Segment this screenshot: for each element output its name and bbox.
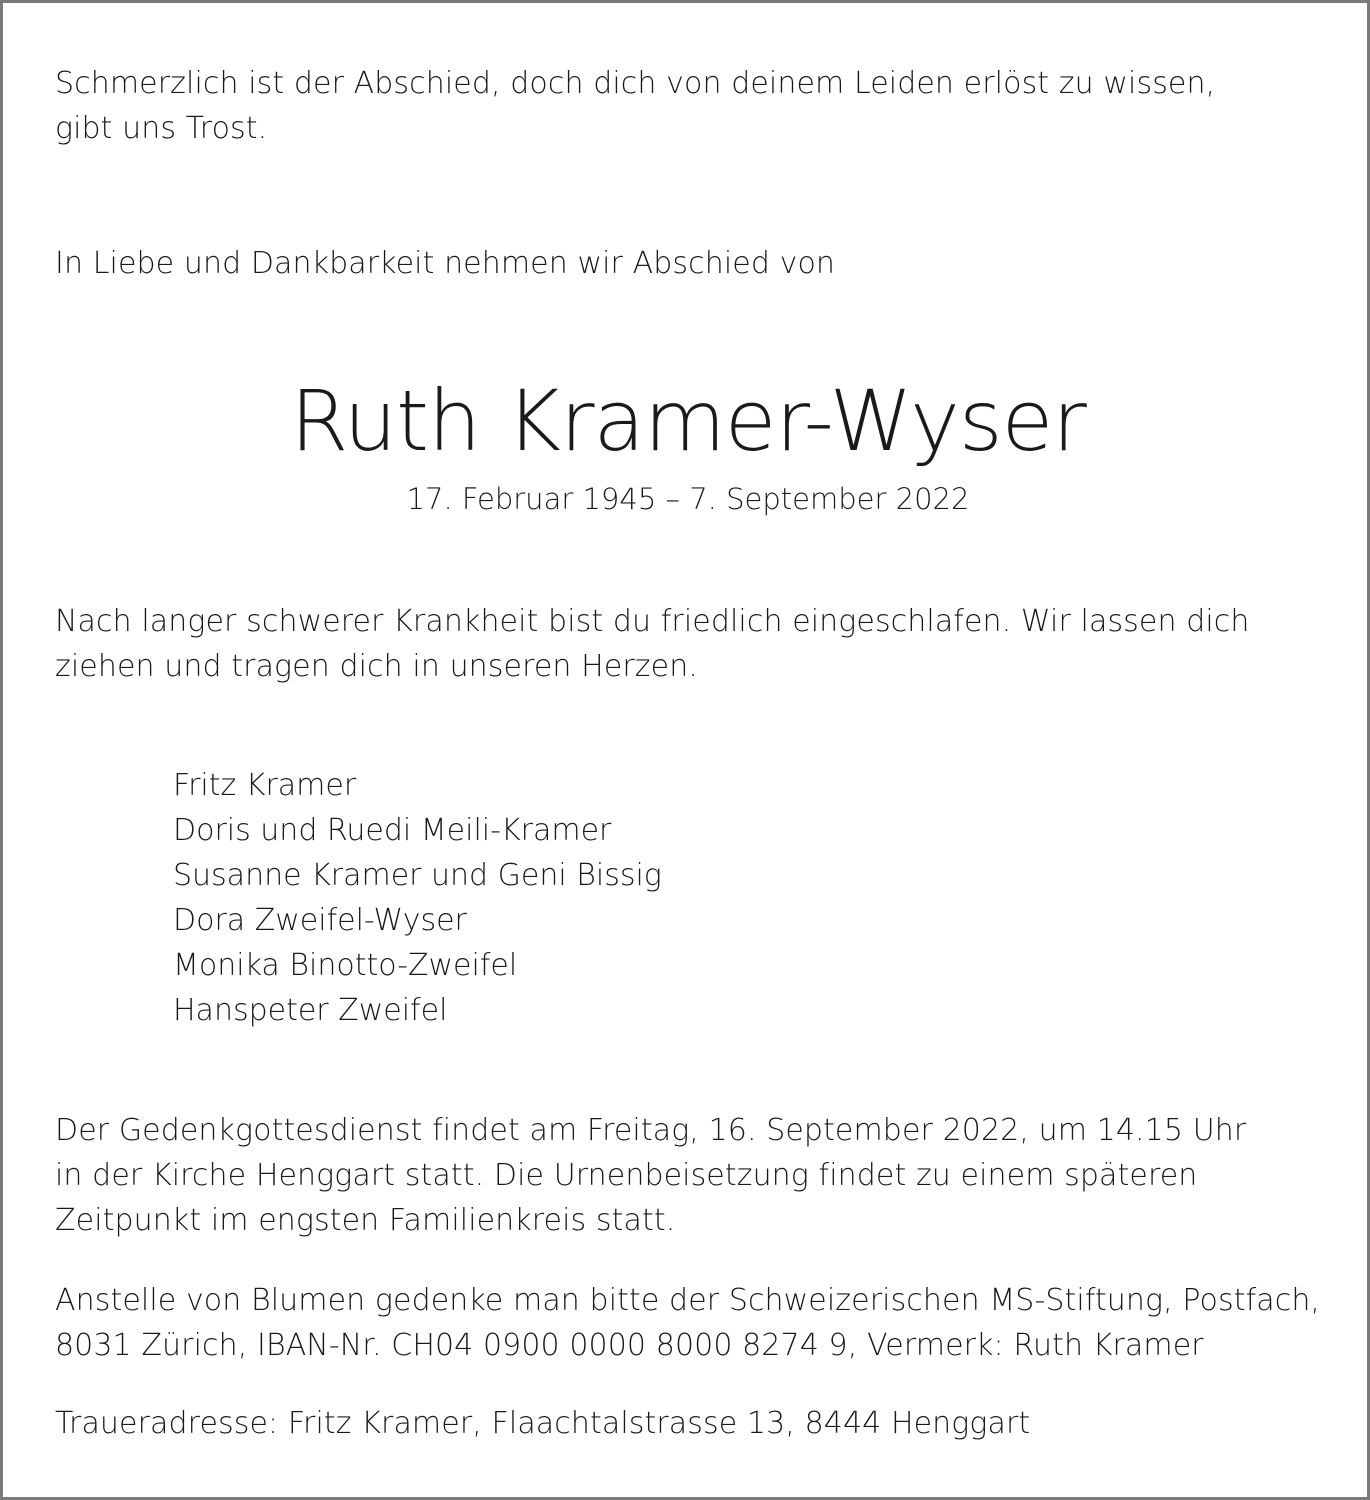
farewell-intro: In Liebe und Dankbarkeit nehmen wir Abschied von — [55, 246, 836, 281]
mourner-name: Doris und Ruedi Meili-Kramer — [173, 813, 612, 848]
mourners-list — [173, 763, 662, 1033]
mourner-name: Dora Zweifel-Wyser — [173, 903, 467, 938]
service-line: Der Gedenkgottesdienst findet am Freitag, 16. September 2022, um 14.15 Uhr — [55, 1113, 1247, 1148]
donation-line: Anstelle von Blumen gedenke man bitte der Schweizerischen MS-Stiftung, Postfach, — [55, 1283, 1321, 1318]
motto — [55, 61, 1215, 151]
motto-line: gibt uns Trost. — [55, 111, 268, 146]
farewell-message — [55, 599, 1250, 689]
mourning-address: Traueradresse: Fritz Kramer, Flaachtalstrasse 13, 8444 Henggart — [55, 1406, 1031, 1441]
mourner-name: Fritz Kramer — [173, 768, 357, 803]
memorial-service-info — [55, 1108, 1246, 1243]
donation-line: 8031 Zürich, IBAN-Nr. CH04 0900 0000 8000 8274 9, Vermerk: Ruth Kramer — [55, 1328, 1204, 1363]
deceased-name: Ruth Kramer-Wyser — [290, 372, 1086, 470]
message-line: ziehen und tragen dich in unseren Herzen. — [55, 649, 698, 684]
mourner-name: Monika Binotto-Zweifel — [173, 948, 518, 983]
life-dates: 17. Februar 1945 – 7. September 2022 — [406, 482, 970, 516]
message-line: Nach langer schwerer Krankheit bist du friedlich eingeschlafen. Wir lassen dich — [55, 604, 1250, 639]
service-line: Zeitpunkt im engsten Familienkreis statt. — [55, 1203, 676, 1238]
mourner-name: Susanne Kramer und Geni Bissig — [173, 858, 662, 893]
motto-line: Schmerzlich ist der Abschied, doch dich von deinem Leiden erlöst zu wissen, — [55, 66, 1216, 101]
service-line: in der Kirche Henggart statt. Die Urnenbeisetzung findet zu einem späteren — [55, 1158, 1198, 1193]
mourner-name: Hanspeter Zweifel — [173, 993, 448, 1028]
donation-info — [55, 1278, 1320, 1368]
